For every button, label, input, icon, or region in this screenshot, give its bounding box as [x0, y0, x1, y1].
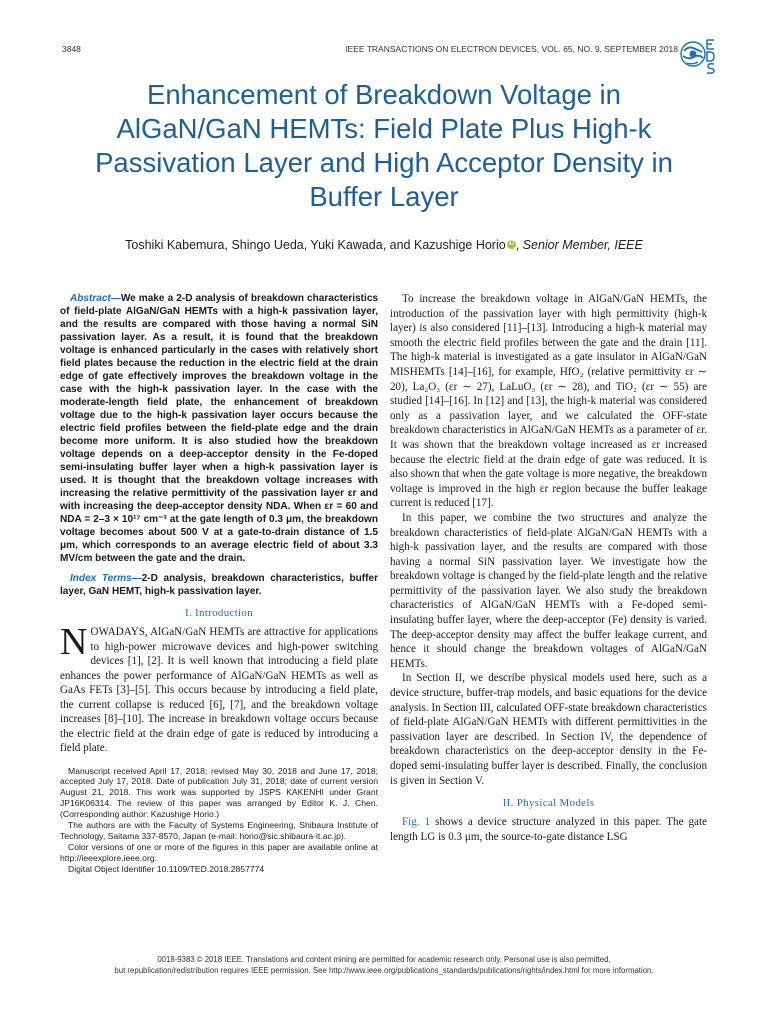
index-terms	[60, 572, 378, 598]
orcid-icon[interactable]: iD	[508, 241, 515, 247]
author-names: Toshiki Kabemura, Shingo Ueda, Yuki Kawada, and Kazushige Horio	[125, 238, 506, 252]
body-paragraph-3: In Section II, we describe physical models used here, such as a device structure, buffer-trap models, and basic equations for the device analysis. In Section III, calculated OFF-state breakdown characteristics of field-plate AlGaN/GaN HEMTs with different permittivities in the passivation layer are described. In Section IV, the dependence of breakdown characteristics on the deep-acceptor density in the Fe-doped semi-insulating buffer layer is described. Finally, the conclusion is given in Section V.	[390, 672, 707, 787]
intro-paragraph	[60, 621, 378, 756]
author-separator: ,	[515, 238, 523, 252]
footnote-color: Color versions of one or more of the figures in this paper are available online at http://ieeexplore.ieee.org.	[60, 841, 378, 863]
index-terms-lead: Index Terms—	[70, 573, 142, 584]
author-role: Senior Member, IEEE	[522, 238, 643, 252]
section-heading-physical-models: II. Physical Models	[502, 797, 595, 810]
figure-link[interactable]: Fig. 1	[402, 816, 431, 829]
abstract-lead: Abstract—	[70, 293, 121, 304]
section-heading-introduction: I. Introduction	[184, 607, 254, 619]
body-paragraph-1: To increase the breakdown voltage in AlGaN/GaN HEMTs, the introduction of the passivation layer with high permittivity (high-k layer) is also considered [11]–[13]. Introducing a high-k material may smooth the electric field profiles between the gate and the drain [11]. The high-k material is investigated as a gate insulator in AlGaN/GaN MISHEMTs [14]–[16], for example, HfO₂ (relative permittivity εr ∼ 20), La₂O₃ (εr ∼ 27), LaLuO₃ (εr ∼ 28), and TiO₂ (εr ∼ 55) are studied [14]–[16]. In [12] and [13], the high-k material was considered only as a passivation layer, and we calculated the OFF-state breakdown characteristics in AlGaN/GaN HEMTs as a parameter of εr. It was shown that the breakdown voltage increased as εr increased because the electric field at the drain edge of gate was reduced. It is also shown that when the gate voltage is more negative, the breakdown voltage is improved in the high εr region because the buffer leakage current is reduced [17].	[390, 293, 707, 510]
footnote-manuscript: Manuscript received April 17, 2018; revised May 30, 2018 and June 17, 2018; accepted July 17, 2018. Date of publication July 31, 2018; date of current version August 21, 2018. This work was supported by JSPS KAKENHI under Grant JP16K06314. The review of this paper was arranged by Editor K. J. Chen. (Corresponding author: Kazushige Horio.)	[60, 765, 378, 820]
footer-line-1: 0018-9383 © 2018 IEEE. Translations and content mining are permitted for academic research only. Personal use is also permitted,	[157, 955, 611, 964]
page-number: 3848	[62, 44, 81, 54]
footnote-affiliation: The authors are with the Faculty of Systems Engineering, Shibaura Institute of Technology, Saitama 337-8570, Japan (e-mail: horio@sic.shibaura-it.ac.jp).	[60, 820, 378, 841]
journal-title: IEEE TRANSACTIONS ON ELECTRON DEVICES, VOL. 65, NO. 9, SEPTEMBER 2018	[345, 44, 678, 54]
body-paragraph-4-text: shows a device structure analyzed in this paper. The gate length LG is 0.3 μm, the source-to-gate distance LSG	[390, 816, 707, 843]
abstract	[60, 292, 378, 565]
paper-title: Enhancement of Breakdown Voltage in AlGaN/GaN HEMTs: Field Plate Plus High-k Passivation Layer and High Acceptor Density in Buffer Layer	[95, 79, 673, 212]
left-column	[60, 292, 378, 942]
page-header	[62, 44, 718, 60]
intro-text: OWADAYS, AlGaN/GaN HEMTs are attractive for applications to high-power microwave devices and high-power switching devices [1], [2]. It is well known that introducing a field plate enhances the power performance of AlGaN/GaN HEMTs as well as GaAs FETs [3]–[5]. This occurs because by introducing a field plate, the current collapse is reduced [6], [7], and the breakdown voltage increases [8]–[10]. The increase in breakdown voltage occurs because the electric field at the drain edge of gate is reduced by introducing a field plate.	[60, 626, 378, 754]
eds-logo	[678, 34, 718, 74]
body-paragraph-4	[390, 815, 707, 844]
footer-line-2: but republication/redistribution requires IEEE permission. See http://www.ieee.org/publications_standards/publications/rights/index.html for more information.	[114, 965, 654, 975]
abstract-text: We make a 2-D analysis of breakdown characteristics of field-plate AlGaN/GaN HEMTs with a high-k passivation layer, and the results are compared with those having a normal SiN passivation layer. As a result, it is found that the breakdown voltage is enhanced particularly in the cases with relatively short field plates because the reduction in the electric field at the drain edge of gate effectively improves the breakdown voltage in the case with the high-k passivation layer. In the case with the moderate-length field plate, the enhancement of breakdown voltage due to the high-k passivation layer occurs because the electric field profiles between the field-plate edge and the drain become more uniform. It is also studied how the breakdown voltage depends on a deep-acceptor density in the Fe-doped semi-insulating buffer layer when a high-k passivation layer is used. It is thought that the breakdown voltage increases with increasing the relative permittivity of the passivation layer εr and with increasing the deep-acceptor density NDA. When εr = 60 and NDA = 2–3 × 10¹⁷ cm⁻³ at the gate length of 0.3 μm, the breakdown voltage becomes about 500 V at a gate-to-drain distance of 1.5 μm, which corresponds to an average electric field of about 3.3 MV/cm between the gate and the drain.	[60, 293, 378, 564]
body-paragraph-2: In this paper, we combine the two structures and analyze the breakdown characteristics of field-plate AlGaN/GaN HEMTs with a high-k passivation layer, and the results are compared with those having a normal SiN passivation layer. We investigate how the breakdown voltage is changed by the field-plate length and the relative permittivity of the passivation layer. We also study the breakdown characteristics of AlGaN/GaN HEMTs with a Fe-doped semi-insulating buffer layer, where the deep-acceptor (Fe) density is varied. The deep-acceptor density may affect the buffer leakage current, and hence it should change the breakdown voltages of AlGaN/GaN HEMTs.	[390, 511, 707, 670]
index-terms-text: 2-D analysis, breakdown characteristics, buffer layer, GaN HEMT, high-k passivation layer.	[60, 573, 378, 597]
footnote-doi: Digital Object Identifier 10.1109/TED.2018.2857774	[68, 863, 265, 874]
drop-cap: N	[60, 621, 88, 663]
author-line	[60, 238, 708, 252]
right-column	[390, 292, 707, 942]
copyright-footer	[60, 955, 708, 976]
